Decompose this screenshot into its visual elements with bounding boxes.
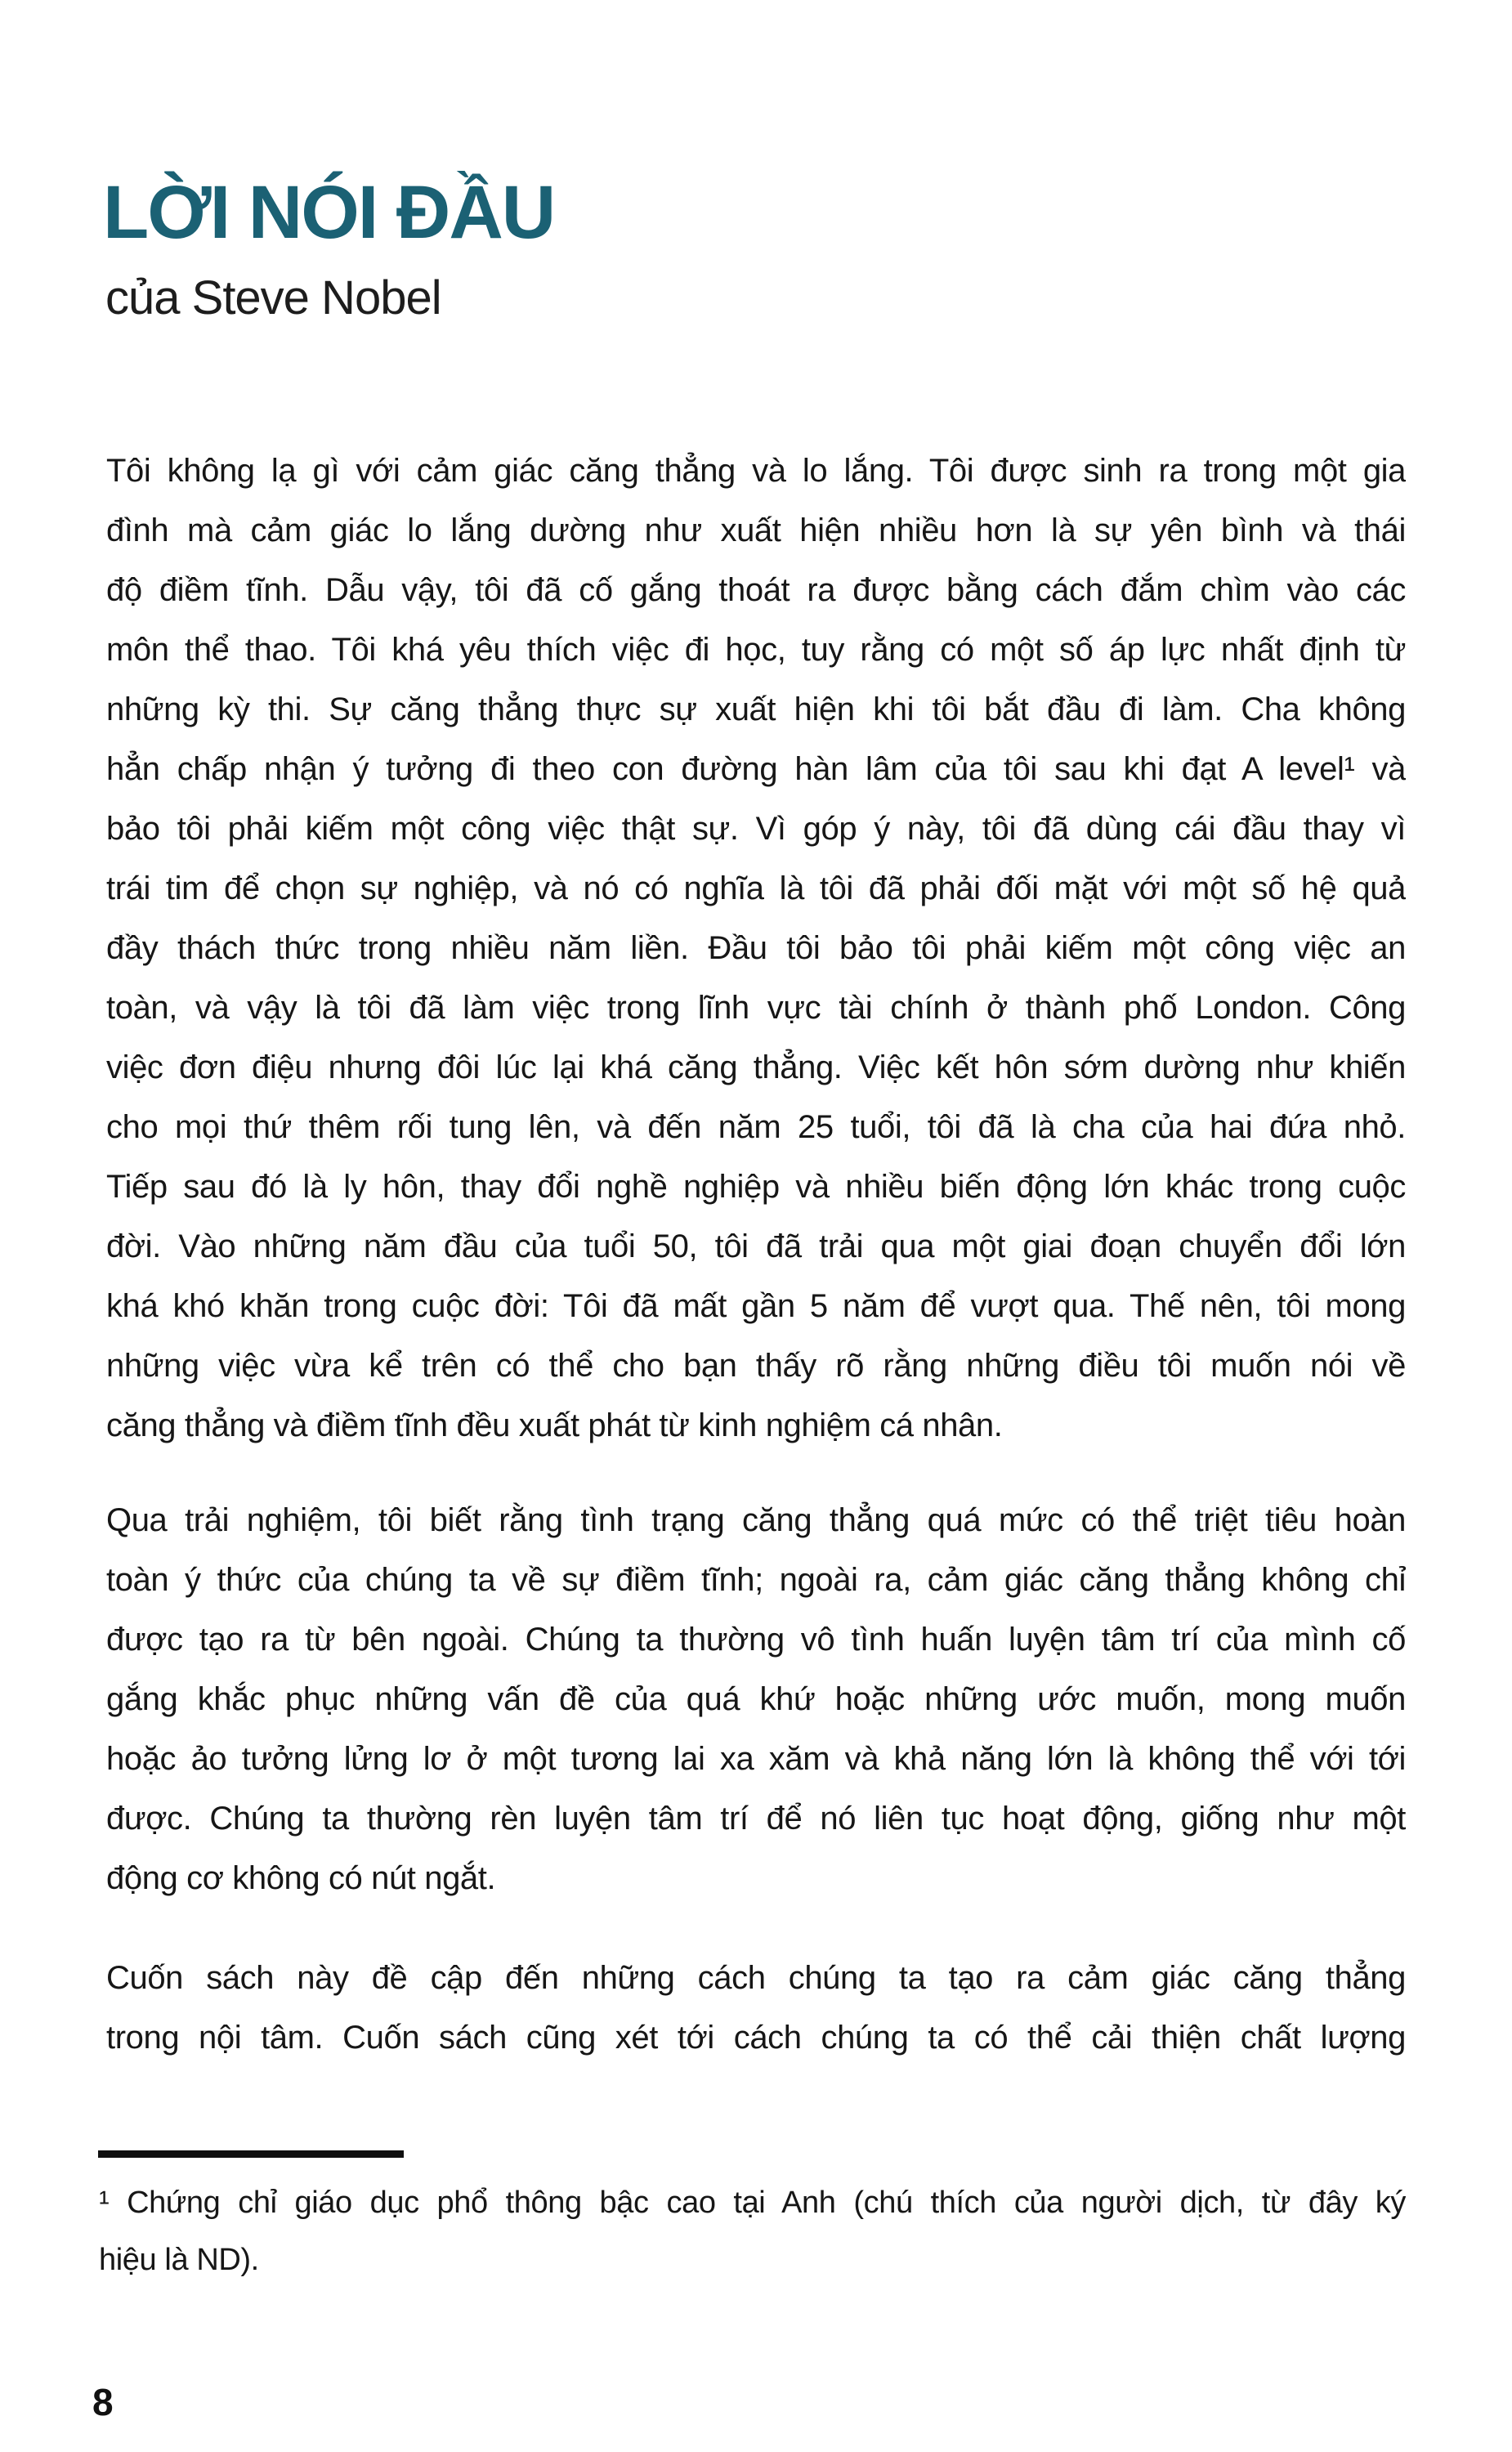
text-line: cho mọi thứ thêm rối tung lên, và đến năm 25 tuổi, tôi đã là cha của hai đứa nhỏ. [106,1109,1406,1145]
text-line: môn thể thao. Tôi khá yêu thích việc đi học, tuy rằng có một số áp lực nhất định từ [106,632,1406,668]
preface-subtitle: của Steve Nobel [105,271,441,324]
text-line: hoặc ảo tưởng lửng lơ ở một tương lai xa xăm và khả năng lớn là không thể với tới [106,1741,1406,1777]
text-line: gắng khắc phục những vấn đề của quá khứ hoặc những ước muốn, mong muốn [106,1681,1406,1717]
text-line: toàn, và vậy là tôi đã làm việc trong lĩnh vực tài chính ở thành phố London. Công [106,990,1406,1026]
text-line: những kỳ thi. Sự căng thẳng thực sự xuất hiện khi tôi bắt đầu đi làm. Cha không [106,691,1406,727]
text-line: đình mà cảm giác lo lắng dường như xuất hiện nhiều hơn là sự yên bình và thái [106,512,1406,548]
footnote-divider [98,2150,404,2158]
text-line: độ điềm tĩnh. Dẫu vậy, tôi đã cố gắng thoát ra được bằng cách đắm chìm vào các [106,572,1406,608]
text-line: Cuốn sách này đề cập đến những cách chúng ta tạo ra cảm giác căng thẳng [106,1960,1406,1996]
text-line: hiệu là ND). [99,2243,259,2277]
text-line: bảo tôi phải kiếm một công việc thật sự. Vì góp ý này, tôi đã dùng cái đầu thay vì [106,811,1406,847]
text-line: Tôi không lạ gì với cảm giác căng thẳng và lo lắng. Tôi được sinh ra trong một gia [106,453,1406,489]
text-line: trái tim để chọn sự nghiệp, và nó có nghĩa là tôi đã phải đối mặt với một số hệ quả [106,870,1406,906]
text-line: được tạo ra từ bên ngoài. Chúng ta thường vô tình huấn luyện tâm trí của mình cố [106,1622,1406,1658]
text-line: động cơ không có nút ngắt. [106,1860,496,1896]
text-line: đời. Vào những năm đầu của tuổi 50, tôi đã trải qua một giai đoạn chuyển đổi lớn [106,1228,1406,1264]
text-line: Tiếp sau đó là ly hôn, thay đổi nghề nghiệp và nhiều biến động lớn khác trong cuộc [106,1169,1406,1205]
text-line: khá khó khăn trong cuộc đời: Tôi đã mất gần 5 năm để vượt qua. Thế nên, tôi mong [106,1288,1406,1324]
paragraph-3 [106,1949,1406,2068]
text-line: hẳn chấp nhận ý tưởng đi theo con đường hàn lâm của tôi sau khi đạt A level¹ và [106,751,1406,787]
text-line: ¹ Chứng chỉ giáo dục phổ thông bậc cao tại Anh (chú thích của người dịch, từ đây ký [99,2186,1406,2220]
text-line: căng thẳng và điềm tĩnh đều xuất phát từ kinh nghiệm cá nhân. [106,1407,1003,1443]
text-line: Qua trải nghiệm, tôi biết rằng tình trạng căng thẳng quá mức có thể triệt tiêu hoàn [106,1502,1406,1538]
text-line: việc đơn điệu nhưng đôi lúc lại khá căng thẳng. Việc kết hôn sớm dường như khiến [106,1049,1406,1085]
text-line: trong nội tâm. Cuốn sách cũng xét tới cách chúng ta có thể cải thiện chất lượng [106,2020,1406,2056]
text-line: toàn ý thức của chúng ta về sự điềm tĩnh; ngoài ra, cảm giác căng thẳng không chỉ [106,1562,1406,1598]
paragraph-1 [106,441,1406,1456]
preface-title: LỜI NÓI ĐẦU [103,170,555,254]
text-line: đầy thách thức trong nhiều năm liền. Đầu tôi bảo tôi phải kiếm một công việc an [106,930,1406,966]
page-number: 8 [92,2381,114,2423]
text-line: những việc vừa kể trên có thể cho bạn thấy rõ rằng những điều tôi muốn nói về [106,1348,1406,1384]
footnote [99,2174,1406,2289]
text-line: được. Chúng ta thường rèn luyện tâm trí để nó liên tục hoạt động, giống như một [106,1801,1406,1837]
paragraph-2 [106,1491,1406,1908]
